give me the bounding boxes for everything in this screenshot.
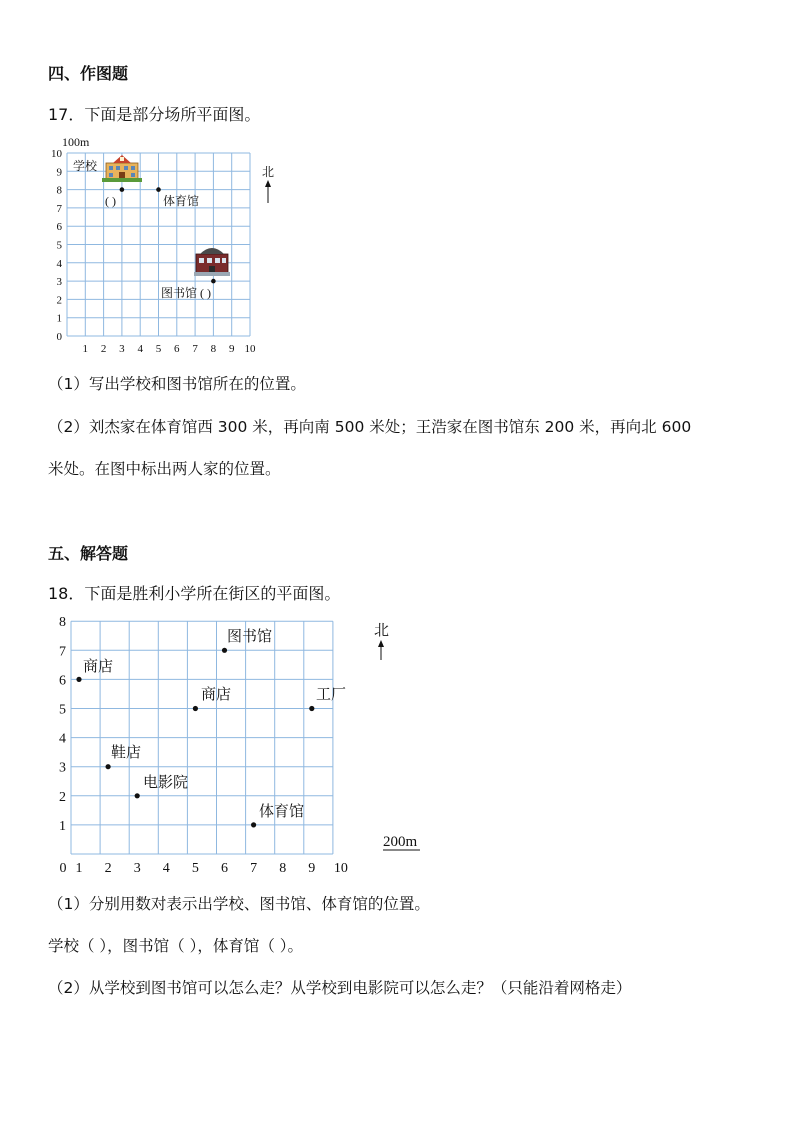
q18-north-label: 北 — [374, 623, 390, 639]
q18-x-tick-label: 7 — [250, 861, 258, 876]
q17-x-ticks — [83, 343, 256, 355]
q17-y-tick-label: 10 — [51, 148, 62, 160]
section5-heading: 五、解答题 — [48, 544, 129, 563]
q18-sub1: （1）分别用数对表示出学校、图书馆、体育馆的位置。 — [48, 895, 430, 913]
q18-point — [76, 677, 81, 682]
q17-x-tick-label: 7 — [192, 343, 198, 355]
q18-y-tick-label: 3 — [59, 760, 66, 776]
q18-sub1-answer: 学校（ ），图书馆（ ），体育馆（ ）。 — [48, 937, 304, 955]
q18-x-tick-label: 1 — [75, 861, 83, 876]
q17-library-blank: ( ) — [200, 286, 211, 300]
library-building-icon — [194, 248, 230, 276]
q17-north-arrow-icon — [265, 180, 271, 203]
q18-shop1-label: 商店 — [83, 659, 114, 675]
q18-y-ticks — [59, 615, 66, 834]
q17-grid — [67, 153, 250, 336]
q17-point — [120, 187, 125, 192]
q18-shop2-label: 商店 — [201, 687, 232, 703]
q18-y-tick-label: 1 — [59, 818, 66, 834]
q17-x-tick-label: 8 — [210, 343, 217, 355]
q18-x-tick-label: 4 — [162, 861, 170, 876]
q17-x-tick-label: 2 — [100, 343, 107, 355]
q17-point — [156, 187, 161, 192]
q18-text: 18．下面是胜利小学所在街区的平面图。 — [48, 584, 341, 603]
q17-north-label: 北 — [262, 165, 275, 179]
q17-x-tick-label: 5 — [155, 343, 162, 355]
q17-school-blank: ( ) — [105, 194, 116, 208]
q18-shoestore-label: 鞋店 — [111, 745, 142, 761]
q17-x-tick-label: 1 — [82, 343, 89, 355]
q18-y-tick-label: 5 — [59, 702, 66, 718]
q18-x-tick-label: 5 — [191, 861, 199, 876]
q18-y-tick-label: 7 — [59, 644, 66, 660]
q18-x-tick-label: 2 — [104, 861, 112, 876]
q17-point — [211, 279, 216, 284]
q17-y-tick-label: 9 — [56, 166, 62, 179]
q18-x-tick-label: 9 — [308, 861, 316, 876]
q17-y-tick-label: 3 — [56, 276, 62, 289]
q18-library-label: 图书馆 — [227, 629, 273, 645]
q18-y-tick-label: 8 — [59, 615, 66, 631]
q17-library-label: 图书馆 — [161, 286, 198, 300]
q17-y-tick-label: 5 — [56, 239, 62, 252]
q17-sub2-line2: 米处。在图中标出两人家的位置。 — [48, 460, 281, 478]
q17-x-tick-label: 3 — [119, 343, 125, 355]
q18-point — [193, 706, 198, 711]
q17-gym-label: 体育馆 — [163, 194, 200, 208]
q18-point — [251, 822, 256, 827]
q17-y-tick-label: 0 — [56, 331, 62, 343]
q17-y-tick-label: 2 — [56, 294, 62, 307]
q18-x-tick-label: 10 — [333, 861, 348, 876]
q17-sub2-line1: （2）刘杰家在体育馆西 300 米，再向南 500 米处；王浩家在图书馆东 200 米，再向北 600 — [48, 418, 692, 436]
q18-x-tick-label: 8 — [279, 861, 287, 876]
section4-heading: 四、作图题 — [48, 64, 129, 83]
q18-x-tick-label: 6 — [221, 861, 228, 876]
q17-sub1: （1）写出学校和图书馆所在的位置。 — [48, 375, 306, 393]
q18-map — [50, 608, 440, 878]
q18-point — [309, 706, 314, 711]
q18-point — [222, 648, 227, 653]
q17-map — [40, 130, 290, 360]
q17-scale-label: 100m — [62, 135, 90, 149]
q18-cinema-label: 电影院 — [143, 775, 189, 791]
school-building-icon — [102, 155, 142, 182]
q18-gym-label: 体育馆 — [259, 804, 305, 820]
q18-factory-label: 工厂 — [316, 687, 347, 703]
q17-x-tick-label: 10 — [244, 343, 256, 355]
q17-y-ticks — [51, 148, 63, 343]
q18-north-arrow-icon — [378, 640, 384, 660]
q18-point — [135, 793, 140, 798]
q17-y-tick-label: 7 — [56, 202, 62, 215]
q18-y-tick-label: 4 — [59, 731, 66, 747]
q18-x-ticks — [60, 861, 348, 876]
q18-x-tick-label: 3 — [133, 861, 141, 876]
q18-sub2: （2）从学校到图书馆可以怎么走？从学校到电影院可以怎么走？（只能沿着网格走） — [48, 979, 632, 997]
q17-y-tick-label: 4 — [56, 257, 62, 270]
q17-x-tick-label: 4 — [137, 343, 143, 355]
q17-text: 17．下面是部分场所平面图。 — [48, 105, 261, 124]
q17-x-tick-label: 6 — [174, 343, 180, 355]
q18-scale-label: 200m — [383, 834, 418, 850]
q18-y-tick-label: 6 — [59, 673, 66, 689]
q17-y-tick-label: 8 — [56, 184, 62, 197]
q18-point — [106, 764, 111, 769]
q18-x-tick-label: 0 — [59, 861, 67, 876]
q17-school-label: 学校 — [73, 159, 98, 173]
q17-x-tick-label: 9 — [228, 343, 235, 355]
q17-y-tick-label: 6 — [56, 221, 62, 234]
q18-y-tick-label: 2 — [59, 789, 66, 805]
q17-y-tick-label: 1 — [56, 312, 62, 325]
